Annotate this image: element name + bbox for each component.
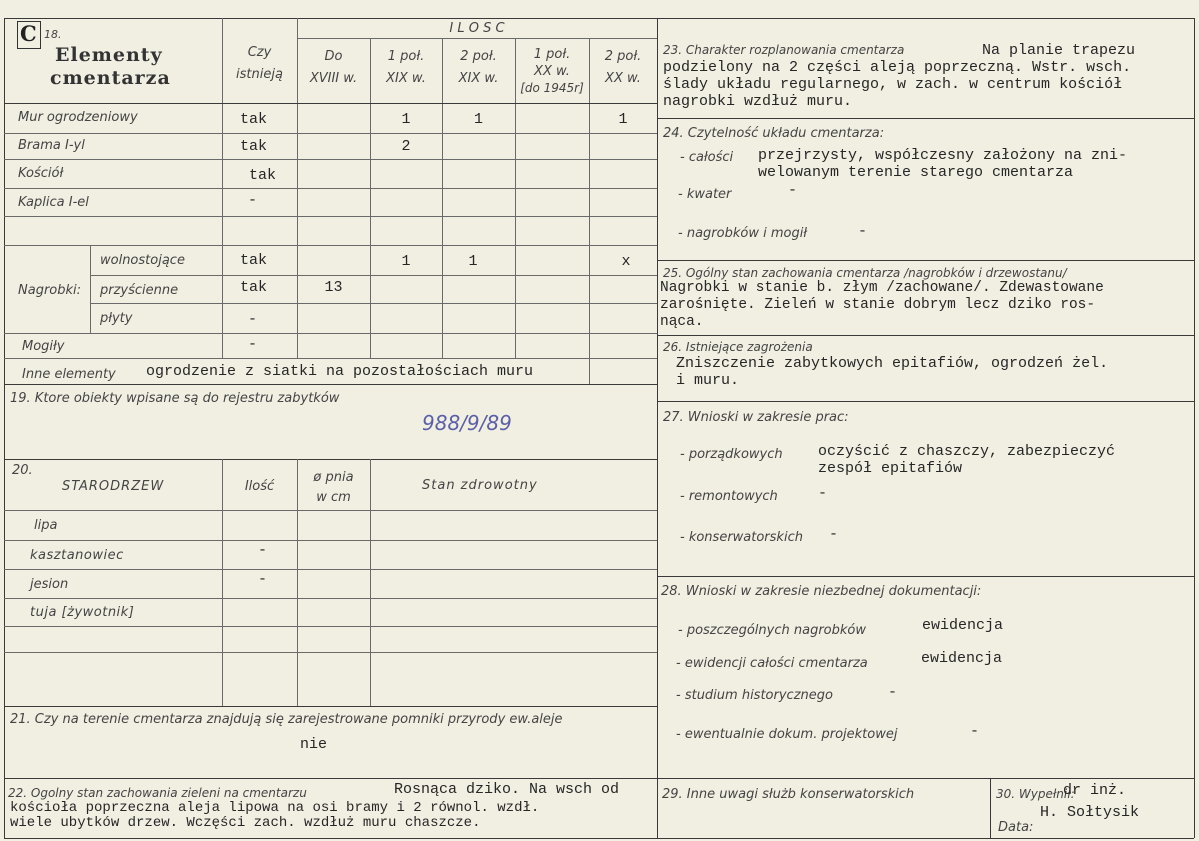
- row-exists: tak: [240, 138, 268, 155]
- q24-kwater-value: -: [788, 182, 798, 199]
- q23-line2: podzielony na 2 części aleją poprzeczną. Wstr. wsch.: [663, 59, 1132, 76]
- q24-calosci-line2: welowanym terenie starego cmentarza: [758, 164, 1074, 181]
- q26-line2: i muru.: [676, 372, 740, 389]
- col-header-xix-2: 2 poł. XIX w.: [458, 49, 499, 86]
- q20-number: 20.: [12, 463, 33, 478]
- row-val: 1: [401, 253, 411, 270]
- row-label: przyścienne: [100, 283, 179, 298]
- q19-label: 19. Ktore obiekty wpisane są do rejestru zabytków: [10, 391, 340, 406]
- section-number: 18.: [44, 28, 62, 41]
- col-header-xviii: Do XVIII w.: [309, 49, 358, 86]
- q24-nagrobkow-value: -: [858, 223, 868, 240]
- q21-label: 21. Czy na terenie cmentarza znajdują się zarejestrowane pomniki przyrody ew.aleje: [10, 712, 563, 727]
- q20-header-stan: Stan zdrowotny: [422, 478, 538, 493]
- q22-line3: wiele ubytków drzew. Wczęści zach. wzdłuż muru chaszcze.: [10, 815, 481, 831]
- q22-line1: Rosnąca dziko. Na wsch od: [394, 781, 620, 798]
- section-title-line1: Elementy: [55, 44, 163, 66]
- q19-register-number: 988/9/89: [422, 411, 512, 435]
- q22-label: 22. Ogolny stan zachowania zieleni na cmentarzu: [8, 786, 307, 800]
- row-label: Mur ogrodzeniowy: [18, 110, 138, 125]
- nagrobki-label: Nagrobki:: [18, 283, 82, 298]
- q24-calosci-label: - całości: [680, 150, 734, 165]
- q23-line1: Na planie trapezu: [982, 42, 1136, 59]
- q30-name-line2: H. Sołtysik: [1040, 804, 1140, 821]
- q24-kwater-label: - kwater: [678, 187, 732, 202]
- row-label: Brama I-yl: [18, 138, 85, 153]
- col-header-ilosc: I L O S C: [449, 21, 505, 36]
- col-header-xx-2: 2 poł. XX w.: [604, 49, 642, 86]
- q20-header-ilosc: Ilość: [244, 479, 275, 494]
- q20-header-diameter: ø pnia w cm: [313, 470, 354, 505]
- row-exists: tak: [249, 167, 277, 184]
- q27-remont-value: -: [818, 485, 828, 502]
- row-exists: -: [248, 311, 258, 328]
- col-header-xix-1: 1 poł. XIX w.: [386, 49, 426, 86]
- q30-name-line1: dr inż.: [1063, 782, 1127, 799]
- row-label: Mogiły: [22, 339, 65, 354]
- q24-calosci-line1: przejrzysty, współczesny założony na zni-: [758, 147, 1128, 164]
- q30-label: 30. Wypełnił:: [996, 787, 1075, 801]
- q27-porz-line1: oczyścić z chaszczy, zabezpieczyć: [818, 443, 1116, 460]
- section-letter: C: [20, 21, 37, 46]
- row-label: Kaplica I-el: [18, 195, 89, 210]
- q20-header-starodrzew: STARODRZEW: [62, 479, 165, 494]
- q27-porz-label: - porządkowych: [680, 447, 783, 462]
- row-val: 1: [468, 253, 478, 270]
- q27-porz-line2: zespół epitafiów: [818, 460, 963, 477]
- row-exists: tak: [240, 252, 268, 269]
- q27-remont-label: - remontowych: [680, 489, 778, 504]
- record-card: C 18. Elementy cmentarza Czy istnieją I L O S C Do XVIII w. 1 poł. XIX w. 2 poł. XIX w. 1 poł. XX w. [do 1945r] 2 poł. XX w. Mur ogrodzeniowy tak 1 1 1 Brama I-yl tak 2 Kościół tak Kaplica I-el - Nagrobki: wolnostojące tak 1 1 x przyścienne tak 13 płyty - Mogiły - Inne elementy ogrodzenie z siatki na pozostałościach muru 19. Ktore obiekty wpisane są do rejestru zabytków 988/9/89 20. STARODRZEW Ilość ø pnia w cm Stan zdrowotny lipa kasztanowiec - jesion - tuja [żywotnik] 21. Czy na terenie cmentarza znajdują się zarejestrowane pomniki przyrody ew.aleje nie 22. Ogolny stan zachowania zieleni na cmentarzu Rosnąca dziko. Na wsch od kościoła poprzeczna aleja lipowa na osi bramy i 2 równol. wzdł. wiele ubytków drzew. Wczęści zach. wzdłuż muru chaszcze. 23. Charakter rozplanowania cmentarza Na planie trapezu podzielony na 2 części aleją poprzeczną. Wstr. wsch. ślady układu regularnego, w zach. w centrum kościół nagrobki wzdłuż muru. 24. Czytelność układu cmentarza: - całości przejrzysty, współczesny założony na zni- welowanym terenie starego cmentarza - kwater - - nagrobków i mogił - 25. Ogólny stan zachowania cmentarza /nagrobków i drzewostanu/ Nagrobki w stanie b. złym /zachowane/. Zdewastowane zarośnięte. Zieleń w stanie dobrym lecz dziko ros- nąca. 26. Istniejące zagrożenia Zniszczenie zabytkowych epitafiów, ogrodzeń żel. i muru. 27. Wnioski w zakresie prac: - porządkowych oczyścić z chaszczy, zabezpieczyć zespół epitafiów - remontowych - - konserwatorskich - 28. Wnioski w zakresie niezbednej dokumentacji: - poszczególnych nagrobków ewidencja - ewidencji całości cmentarza ewidencja - studium historycznego - - ewentualnie dokum. projektowej - 29. Inne uwagi służb konserwatorskich 30. Wypełnił: dr inż. H. Sołtysik Data:: [0, 0, 1199, 841]
- row-exists: tak: [240, 111, 268, 128]
- q24-label: 24. Czytelność układu cmentarza:: [663, 126, 885, 141]
- q27-konserw-label: - konserwatorskich: [680, 530, 803, 545]
- row-val: 1: [401, 111, 411, 128]
- row-label: wolnostojące: [100, 253, 185, 268]
- q25-line1: Nagrobki w stanie b. złym /zachowane/. Zdewastowane: [660, 280, 1104, 296]
- q28-label: 28. Wnioski w zakresie niezbednej dokumentacji:: [661, 584, 982, 599]
- section-title-line2: cmentarza: [50, 67, 171, 89]
- q25-label: 25. Ogólny stan zachowania cmentarza /nagrobków i drzewostanu/: [663, 266, 1067, 280]
- q29-label: 29. Inne uwagi służb konserwatorskich: [662, 787, 915, 802]
- row-exists: tak: [240, 279, 268, 296]
- col-header-exists: Czy istnieją: [236, 45, 283, 82]
- q26-line1: Zniszczenie zabytkowych epitafiów, ogrodzeń żel.: [676, 355, 1109, 372]
- col-header-xx-1: 1 poł. XX w. [do 1945r]: [520, 47, 584, 95]
- q27-label: 27. Wnioski w zakresie prac:: [663, 410, 849, 425]
- inne-value: ogrodzenie z siatki na pozostałościach muru: [146, 363, 534, 380]
- row-val: 1: [618, 111, 628, 128]
- row-val: 2: [401, 138, 411, 155]
- row-label: Inne elementy: [22, 367, 116, 382]
- q23-line4: nagrobki wzdłuż muru.: [663, 93, 853, 110]
- row-label: Kościół: [18, 166, 64, 181]
- q26-label: 26. Istniejące zagrożenia: [663, 340, 813, 354]
- q25-line3: nąca.: [660, 314, 704, 330]
- q23-label: 23. Charakter rozplanowania cmentarza: [663, 43, 905, 57]
- q27-konserw-value: -: [829, 526, 839, 543]
- row-exists: -: [248, 192, 258, 209]
- row-val: x: [621, 253, 631, 270]
- q22-line2: kościoła poprzeczna aleja lipowa na osi bramy i 2 równol. wzdł.: [10, 800, 540, 816]
- row-val: 13: [324, 279, 343, 296]
- row-exists: -: [248, 336, 258, 353]
- q23-line3: ślady układu regularnego, w zach. w centrum kościół: [663, 76, 1123, 93]
- q21-value: nie: [300, 736, 328, 753]
- q30-data-label: Data:: [998, 820, 1034, 835]
- row-label: płyty: [100, 311, 133, 326]
- q24-nagrobkow-label: - nagrobków i mogił: [678, 226, 808, 241]
- q25-line2: zarośnięte. Zieleń w stanie dobrym lecz dziko ros-: [660, 297, 1096, 313]
- row-val: 1: [473, 111, 483, 128]
